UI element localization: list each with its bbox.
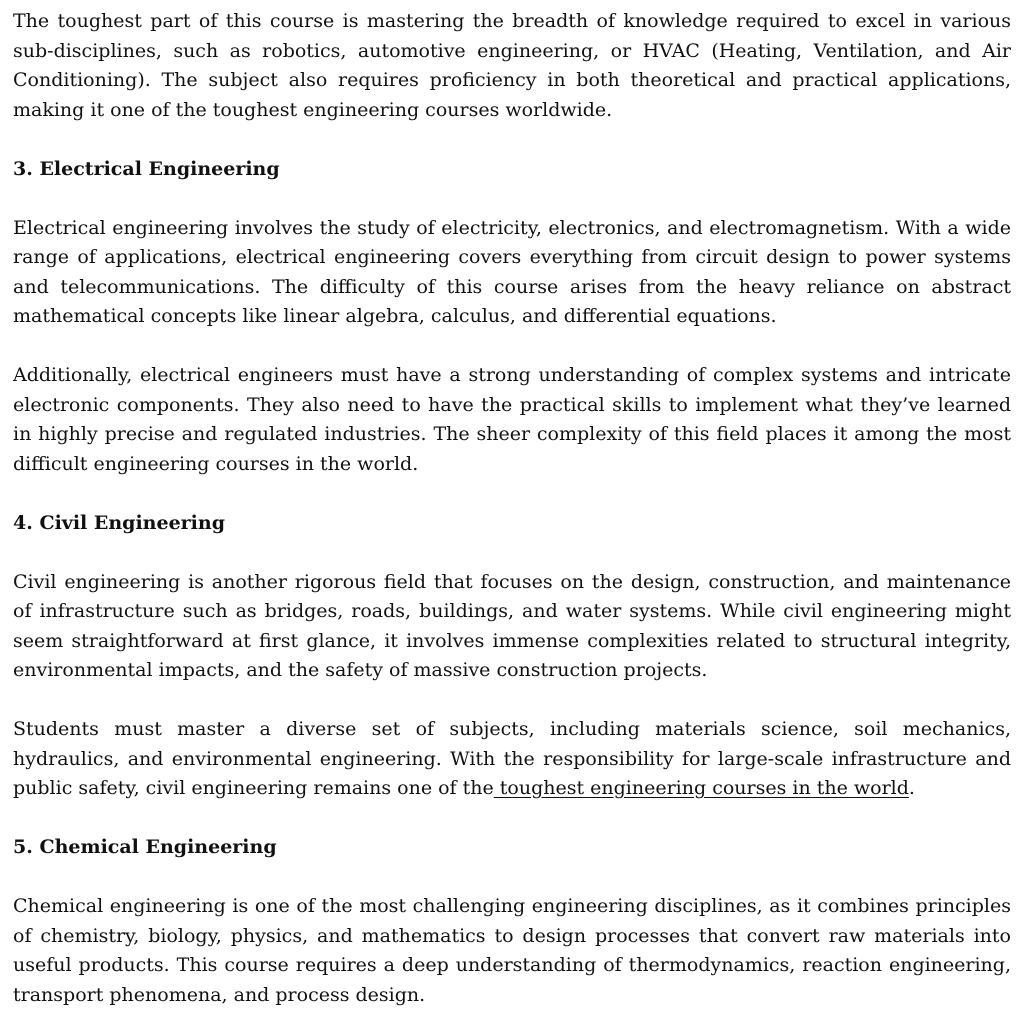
article-body	[13, 7, 1011, 1010]
civil-paragraph-1: Civil engineering is another rigorous field that focuses on the design, construction, and maintenance of infrastructure such as bridges, roads, buildings, and water systems. While civil engineering might seem straightforward at first glance, it involves immense complexities related to structural integrity, environmental impacts, and the safety of massive construction projects.	[13, 570, 1011, 681]
civil-paragraph-2-text: Students must master a diverse set of subjects, including materials science, soil mechanics, hydraulics, and environmental engineering. With the responsibility for large-scale infrastructure and public safety, civil engineering remains one of the	[13, 718, 1011, 799]
heading-electrical-engineering: 3. Electrical Engineering	[13, 157, 280, 180]
intro-paragraph: The toughest part of this course is mastering the breadth of knowledge required to excel in various sub-disciplines, such as robotics, automotive engineering, or HVAC (Heating, Ventilation, and Air Conditioning). The subject also requires proficiency in both theoretical and practical applications, making it one of the toughest engineering courses worldwide.	[13, 10, 1011, 121]
heading-civil-engineering: 4. Civil Engineering	[13, 511, 225, 534]
electrical-paragraph-2: Additionally, electrical engineers must have a strong understanding of complex systems and intricate electronic components. They also need to have the practical skills to implement what they’ve learned in highly precise and regulated industries. The sheer complexity of this field places it among the most difficult engineering courses in the world.	[13, 364, 1011, 475]
civil-paragraph-2	[13, 715, 1011, 804]
chemical-paragraph-1: Chemical engineering is one of the most challenging engineering disciplines, as it combines principles of chemistry, biology, physics, and mathematics to design processes that convert raw materials into useful products. This course requires a deep understanding of thermodynamics, reaction engineering, transport phenomena, and process design.	[13, 895, 1011, 1006]
electrical-paragraph-1: Electrical engineering involves the study of electricity, electronics, and electromagnetism. With a wide range of applications, electrical engineering covers everything from circuit design to power systems and telecommunications. The difficulty of this course arises from the heavy reliance on abstract mathematical concepts like linear algebra, calculus, and differential equations.	[13, 216, 1011, 327]
heading-chemical-engineering: 5. Chemical Engineering	[13, 836, 277, 858]
toughest-courses-link[interactable]: toughest engineering courses in the world	[493, 777, 909, 799]
civil-paragraph-2-end: .	[908, 777, 915, 799]
